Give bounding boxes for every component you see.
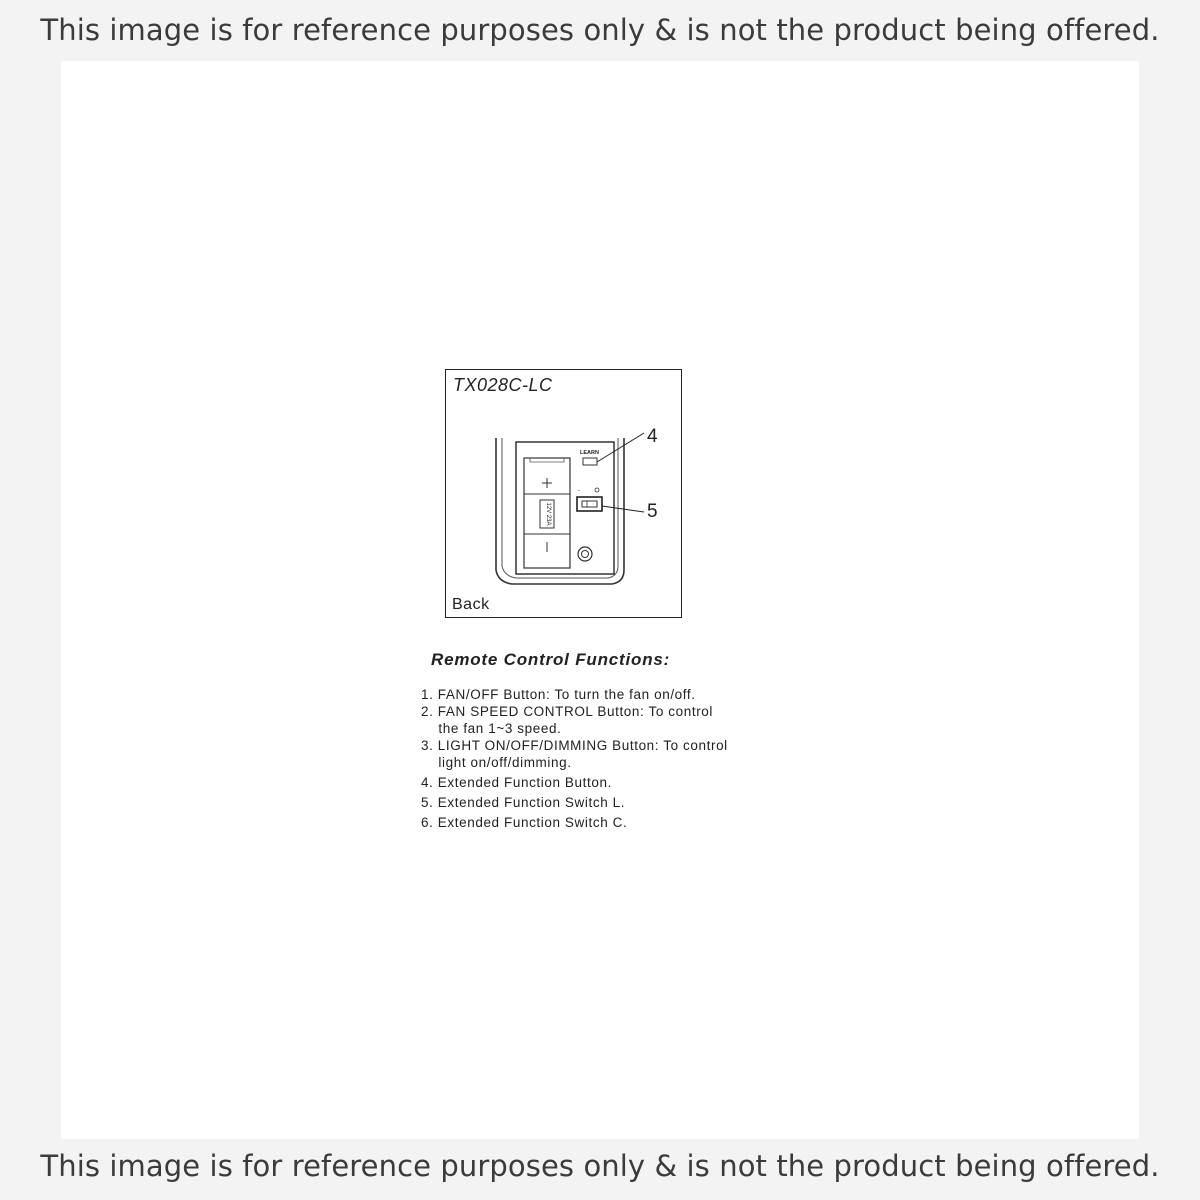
functions-heading: Remote Control Functions: (431, 650, 671, 669)
model-number: TX028C-LC (453, 375, 553, 395)
disclaimer-bottom: This image is for reference purposes only & is not the product being offered. (40, 1149, 1160, 1183)
view-label: Back (452, 596, 490, 613)
function-item: 6. Extended Function Switch C. (421, 815, 628, 830)
dip-switch-frame (577, 497, 602, 511)
disclaimer-top: This image is for reference purposes only & is not the product being offered. (40, 13, 1160, 47)
remote-back-drawing (446, 370, 683, 619)
function-item: 3. LIGHT ON/OFF/DIMMING Button: To control light on/off/dimming. (421, 738, 728, 770)
learn-button (583, 458, 597, 465)
function-item: 5. Extended Function Switch L. (421, 795, 626, 810)
battery-text: 12V 23A (545, 502, 551, 526)
function-item: 2. FAN SPEED CONTROL Button: To control the fan 1~3 speed. (421, 704, 714, 736)
functions-list (421, 686, 728, 831)
remote-body-inner (502, 438, 618, 578)
function-item: 1. FAN/OFF Button: To turn the fan on/off. (421, 687, 696, 702)
learn-text: LEARN (580, 450, 599, 456)
callout-5-leader (602, 506, 644, 512)
switch-mark-left: - (578, 488, 580, 494)
round-port-inner (582, 551, 589, 558)
dip-switch (582, 501, 597, 507)
battery-clip (530, 458, 564, 462)
callout-4-leader (597, 433, 644, 462)
remote-body-outline (496, 438, 624, 584)
switch-mark-right (595, 488, 599, 492)
remote-back-diagram (445, 369, 682, 618)
round-port-outer (578, 547, 592, 561)
callout-4: 4 (647, 426, 658, 447)
callout-5: 5 (647, 501, 658, 522)
function-item: 4. Extended Function Button. (421, 775, 612, 790)
